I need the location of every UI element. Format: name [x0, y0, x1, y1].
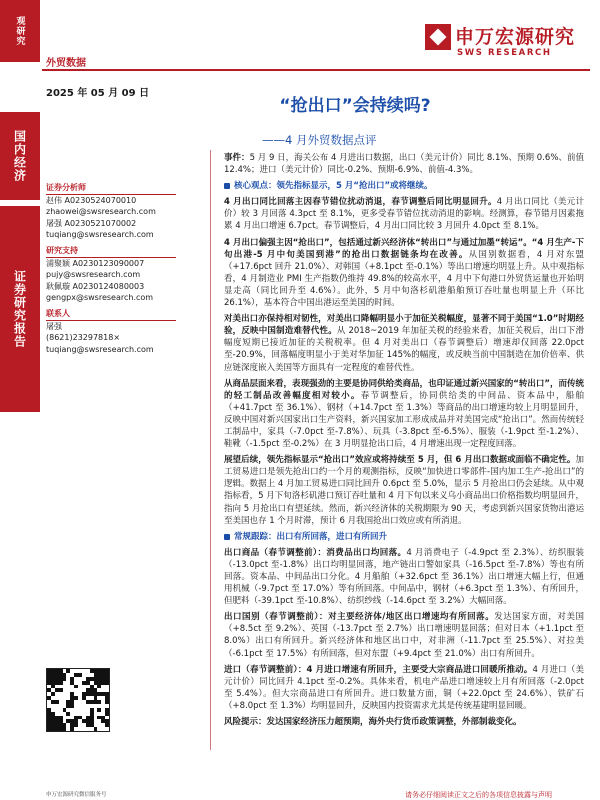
- body-paragraph: 出口国别（春节调整前）：对主要经济体/地区出口增速均有所回落。发达国家方面，对美国（+8.5ct 至 9.2%）、英国（-13.7pct 至 2.7%）出口增速明显回落；但对日本（+1.1pct 至 8.0%）出口有所回升。新兴经济体和地区出口中，对非洲（-11.7pct 至 25.5%）、对拉美（-6.1pct 至 17.5%）有所回落，但对东盟（+9.4pct 至 21.0%）出口有所回升。: [224, 612, 584, 659]
- qr-module: [66, 669, 70, 673]
- analysts-heading: 证券分析师: [46, 182, 176, 195]
- assistants-heading: 研究支持: [46, 245, 176, 258]
- qr-module: [63, 727, 67, 731]
- bullet-icon: [224, 183, 230, 189]
- analyst-email[interactable]: zhaowei@swsresearch.com: [46, 207, 156, 217]
- bullet-icon: [224, 534, 230, 540]
- assistant-line: 耿佩璇 A0230124080003: [46, 281, 145, 291]
- qr-module: [97, 708, 101, 712]
- column-divider: [210, 150, 211, 750]
- sidebar-top-label: 观研究: [0, 0, 40, 62]
- sidebar-section-securities-report: 证券研究报告: [0, 206, 40, 412]
- qr-module: [66, 712, 70, 716]
- qr-module: [63, 677, 67, 681]
- report-date: 2025 年 05 月 09 日: [46, 88, 150, 99]
- contact-email[interactable]: tuqiang@swsresearch.com: [46, 344, 154, 354]
- qr-code-image: [46, 668, 110, 732]
- analyst-line: 赵伟 A0230524070010: [46, 195, 137, 205]
- qr-caption: 申万宏源研究微信服务号: [46, 792, 107, 798]
- logo-icon: [425, 24, 451, 50]
- qr-module: [55, 700, 59, 704]
- report-title: “抢出口”会持续吗?: [279, 96, 431, 116]
- qr-module: [105, 700, 109, 704]
- report-body: [224, 152, 584, 732]
- analyst-line: 屠强 A0230521070002: [46, 218, 137, 228]
- routine-tracking-bullet: 常规跟踪：出口有所回落，进口有所回升: [224, 531, 584, 543]
- sidebar-section-domestic-economy: 国内经济: [0, 112, 40, 200]
- assistant-email[interactable]: gengpx@swsresearch.com: [46, 293, 154, 303]
- assistant-line: 浦聚颖 A0230123090007: [46, 258, 145, 268]
- qr-module: [105, 681, 109, 685]
- body-paragraph: 4 月出口同比回落主因春节错位扰动消退，春节调整后同比明显回升。4 月出口同比（美元计价）较 3 月回落 4.3pct 至 8.1%，更多受春节错位扰动消退的影响。经测算，春节错月因素拖累 4 月出口增速 6.7pct。春节调整后，4 月出口同比较 3 月回升 4.0pct 至 8.1%。: [224, 197, 584, 232]
- qr-module: [105, 723, 109, 727]
- qr-module: [59, 681, 63, 685]
- qr-module: [97, 700, 101, 704]
- company-logo: [425, 18, 595, 74]
- qr-module: [70, 727, 74, 731]
- assistant-email[interactable]: pujy@swsresearch.com: [46, 270, 141, 280]
- qr-module: [78, 673, 82, 677]
- qr-module: [94, 727, 98, 731]
- logo-text-en: SWS RESEARCH: [457, 48, 552, 58]
- qr-module: [59, 688, 63, 692]
- body-paragraph: 出口商品（春节调整前）：消费品出口均回落。4 月消费电子（-4.9pct 至 2.3%）、纺织服装（-13.0pct 至-1.8%）出口均明显回落，地产链出口警如家具（-16.5pct 至-7.8%）等也有所回落。资本品、中间品出口分化。4 月船舶（+32.6pct 至 36.1%）出口增速大幅上行，但通用机械（-9.7pct 至 17.0%）等有所回落。中间品中，钢材（+6.3pct 至 1.3%）、有所回升，但肥料（-39.1pct 至-10.8%）、纺织纱线（-14.6pct 至 3.2%）大幅回落。: [224, 547, 584, 607]
- report-category: 外贸数据: [46, 58, 86, 69]
- left-sidebar: [0, 0, 40, 800]
- logo-text-cn: 申万宏源研究: [455, 26, 576, 48]
- body-paragraph: 从商品层面来看，表现强劲的主要是协同供给类商品，也印证通过新兴国家的“转出口”，而传统的轻工制品改善幅度相对较小。春节调整后，协同供给类的中间品、资本品中，船舶（+41.7pct 至 36.1%）、钢材（+14.7pct 至 1.3%）等商品的出口增速均较上月明显回升，反映中国对新兴国家出口生产资料，新兴国家加工形成成品并对美国完成“抢出口”。然而传统轻工制品中，家具（-7.0pct 至-7.8%）、玩具（-3.8pct 至-6.5%）、服装（-1.9pct 至-1.2%）、鞋靴（-1.5pct 至-0.2%）在 3 月明显抢出口后，4 月增速出现一定程度回落。: [224, 378, 584, 450]
- body-paragraph: 4 月出口偏强主因“抢出口”，包括通过新兴经济体“转出口”与通过加墨“转运”。“4 月生产-下旬出港-5 月中旬美国到港”的抢出口数据链条均在改善。从国别数据看，4 月对东盟（+17.6pct 回升 21.0%）、对韩国（+8.1pct 至-0.1%）等出口增速均明显上升。从中观指标看，4 月制造业 PMI 生产指数仍维持 49.8%的较高水平，4 月中下旬港口外贸货运量也开始明显走高（同比回升至 4.6%）。此外，5 月中旬洛杉矶港船舶预订吞吐量也明显上升（环比 26.1%），基本符合中国出港运至美国的时间。: [224, 237, 584, 309]
- report-subtitle: ——4 月外贸数据点评: [262, 133, 377, 147]
- event-paragraph: 事件：5 月 9 日，海关公布 4 月进出口数据，出口（美元计价）同比 8.1%、预期 0.6%、前值 12.4%；进口（美元计价）同比-0.2%、预期-6.9%、前值-4.3%。: [224, 153, 584, 176]
- contact-phone: (8621)23297818×: [46, 333, 121, 343]
- qr-module: [74, 723, 78, 727]
- qr-module: [74, 696, 78, 700]
- disclaimer-footer: 请务必仔细阅读正文之后的各项信息披露与声明: [405, 791, 552, 799]
- qr-module: [51, 692, 55, 696]
- core-view-bullet: 核心观点：领先指标显示，5 月“抢出口”或将继续。: [224, 180, 584, 192]
- qr-module: [97, 685, 101, 689]
- body-paragraph: 对美出口亦保持相对韧性，对美出口降幅明显小于加征关税幅度，显著不同于美国“1.0”时期经验，反映中国制造难替代性。从 2018~2019 年加征关税的经验来看，加征关税后，出口下滑幅度短期已接近加征的关税税率。但 4 月对美出口（春节调整后）增速却仅回落 22.0pct 至-20.9%，回落幅度明显小于美对华加征 145%的幅度，或反映当前中国制造在加价倍率、供应链深度嵌入美国等方面具有一定程度的难替代性。: [224, 314, 584, 373]
- qr-module: [105, 712, 109, 716]
- contact-heading: 联系人: [46, 308, 176, 321]
- body-paragraph: 展望后续，领先指标显示“抢出口”效应或将持续至 5 月，但 6 月出口数据或面临不确定性。加工贸易进口是领先抢出口约一个月的观测指标，反映“加快进口零部件-国内加工生产-抢出口”的逻辑。数据上 4 月加工贸易进口同比回升 0.6pct 至 5.0%，显示 5 月抢出口仍会延续。从中观指标看，5 月下旬洛杉矶港口预订吞吐量和 4 月下旬以来义乌小商品出口价格指数均明显回升，指向 5 月抢出口有望延续。然而，新兴经济体的关税期限为 90 天，考虑到新兴国家货物出港运至美国也存 1 个月时滞，预计 6 月我国抢出口效应或有所消退。: [224, 455, 584, 526]
- qr-module: [70, 704, 74, 708]
- qr-module: [74, 685, 78, 689]
- risk-paragraph: 风险提示：发达国家经济压力超预期，海外央行货币政策调整，外部制裁变化。: [224, 717, 522, 728]
- contacts-panel: [46, 178, 176, 355]
- body-paragraph: 进口（春节调整前）：4 月进口增速有所回升，主要受大宗商品进口回暖所推动。4 月进口（美元计价）同比回升 4.1pct 至-0.2%。具体来看，机电产品进口增速较上月有所回落（-2.0pct 至 5.4%）。但大宗商品进口有所回升。进口数量方面，铜（+22.0pct 至 24.6%）、铁矿石（+8.0pct 至 1.3%）均明显回升，反映国内投资需求尤其是传统基建明显回暖。: [224, 664, 584, 711]
- analyst-email[interactable]: tuqiang@swsresearch.com: [46, 230, 154, 240]
- contact-name: 屠强: [46, 321, 62, 331]
